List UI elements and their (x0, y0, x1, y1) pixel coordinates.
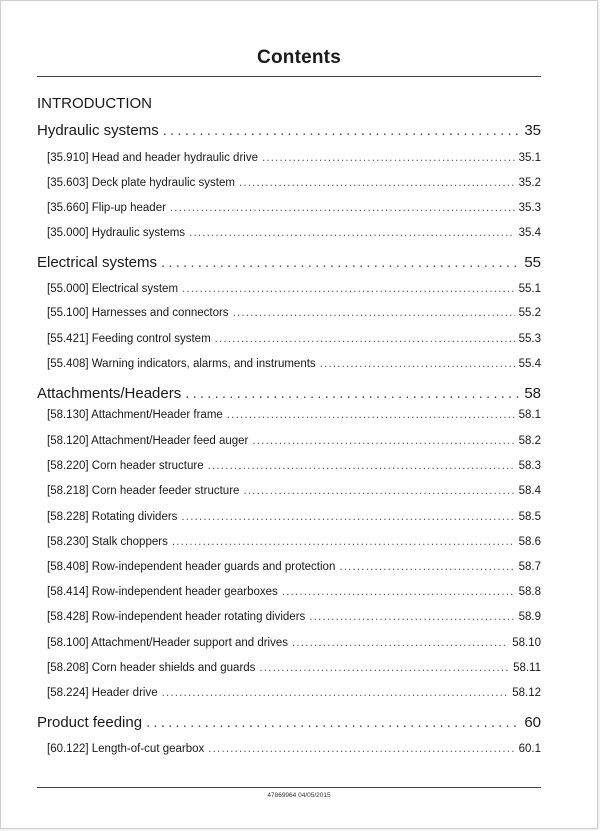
toc-entry-page: 35.4 (518, 227, 541, 239)
toc-entry[interactable] (37, 687, 541, 699)
toc-entry-page: 58.12 (512, 687, 541, 699)
toc-entry[interactable] (37, 662, 541, 674)
toc-entry-page: 58.10 (512, 637, 541, 649)
toc-entry-page: 35.2 (518, 177, 541, 189)
toc-entry[interactable] (37, 177, 541, 189)
toc-section-label: Electrical systems (37, 254, 158, 271)
toc-entry-label: [55.100] Harnesses and connectors (47, 307, 229, 319)
toc-section[interactable] (37, 254, 541, 271)
toc-section-page: 55 (524, 254, 541, 271)
dot-leader (170, 202, 515, 214)
dot-leader (182, 283, 515, 295)
toc-section-label: Hydraulic systems (37, 122, 159, 139)
toc-entry[interactable] (37, 536, 541, 548)
dot-leader (172, 536, 515, 548)
dot-leader (227, 409, 515, 421)
dot-leader (292, 637, 508, 649)
toc-entry-label: [58.220] Corn header structure (47, 460, 204, 472)
toc-entry[interactable] (37, 485, 541, 497)
dot-leader (320, 358, 515, 370)
toc-entry-page: 58.5 (518, 511, 541, 523)
toc-entry[interactable] (37, 435, 541, 447)
toc-entry[interactable] (37, 561, 541, 573)
toc-entry-label: [58.130] Attachment/Header frame (47, 409, 223, 421)
toc-entry[interactable] (37, 511, 541, 523)
dot-leader (339, 561, 514, 573)
toc-entry[interactable] (37, 358, 541, 370)
toc-section[interactable] (37, 122, 541, 139)
dot-leader (146, 714, 520, 731)
dot-leader (162, 687, 509, 699)
toc-entry-label: [58.408] Row-independent header guards and protection (47, 561, 336, 573)
toc-entry-page: 55.2 (518, 307, 541, 319)
toc-entry-page: 55.1 (518, 283, 541, 295)
dot-leader (189, 227, 515, 239)
toc-entry-label: [58.218] Corn header feeder structure (47, 485, 240, 497)
dot-leader (185, 385, 520, 402)
toc-entry[interactable] (37, 743, 541, 755)
toc-entry-label: [55.421] Feeding control system (47, 333, 211, 345)
toc-entry[interactable] (37, 409, 541, 421)
toc-entry-page: 58.11 (513, 662, 541, 674)
toc-entry-page: 35.1 (518, 152, 541, 164)
toc-entry-label: [35.910] Head and header hydraulic drive (47, 152, 258, 164)
toc-entry[interactable] (37, 152, 541, 164)
toc-entry-page: 55.4 (518, 358, 541, 370)
toc-entry-page: 58.7 (518, 561, 541, 573)
toc-entry-label: [35.660] Flip-up header (47, 202, 166, 214)
toc-entry-label: [58.100] Attachment/Header support and drives (47, 637, 289, 649)
toc-entry-label: [58.120] Attachment/Header feed auger (47, 435, 249, 447)
toc-entry[interactable] (37, 202, 541, 214)
toc-entry[interactable] (37, 283, 541, 295)
dot-leader (208, 743, 514, 755)
dot-leader (282, 586, 515, 598)
toc-entry-page: 58.2 (518, 435, 541, 447)
toc-entry-label: [55.408] Warning indicators, alarms, and instruments (47, 358, 316, 370)
dot-leader (309, 611, 514, 623)
toc-section-label: Product feeding (37, 714, 143, 731)
toc-entry-page: 58.1 (518, 409, 541, 421)
toc-entry[interactable] (37, 637, 541, 649)
toc-section-page: 35 (524, 122, 541, 139)
toc-entry-page: 58.9 (518, 611, 541, 623)
toc-introduction-label: INTRODUCTION (37, 95, 152, 112)
dot-leader (239, 177, 515, 189)
toc-entry-label: [58.208] Corn header shields and guards (47, 662, 256, 674)
toc-entry-label: [60.122] Length-of-cut gearbox (47, 743, 205, 755)
page-footer: 47869964 04/05/2015 (267, 792, 331, 799)
toc-entry[interactable] (37, 460, 541, 472)
toc-entry-label: [55.000] Electrical system (47, 283, 179, 295)
toc-entry[interactable] (37, 227, 541, 239)
toc-entry-label: [58.228] Rotating dividers (47, 511, 178, 523)
toc-entry-page: 58.3 (518, 460, 541, 472)
dot-leader (259, 662, 509, 674)
toc-entry-label: [35.603] Deck plate hydraulic system (47, 177, 235, 189)
toc-section-label: Attachments/Headers (37, 385, 182, 402)
toc-section[interactable] (37, 714, 541, 731)
top-divider (37, 76, 541, 77)
toc-entry[interactable] (37, 611, 541, 623)
toc-entry-page: 58.8 (518, 586, 541, 598)
toc-entry-page: 55.3 (518, 333, 541, 345)
toc-entry-label: [58.224] Header drive (47, 687, 158, 699)
toc-entry[interactable] (37, 586, 541, 598)
toc-entry-label: [35.000] Hydraulic systems (47, 227, 186, 239)
dot-leader (215, 333, 515, 345)
bottom-divider (37, 787, 541, 788)
dot-leader (262, 152, 515, 164)
page-title: Contents (257, 47, 341, 68)
toc-entry-page: 58.4 (518, 485, 541, 497)
toc-section[interactable] (37, 385, 541, 402)
dot-leader (243, 485, 514, 497)
dot-leader (163, 122, 521, 139)
toc-entry[interactable] (37, 333, 541, 345)
toc-introduction[interactable] (37, 95, 541, 112)
dot-leader (208, 460, 515, 472)
toc-section-page: 60 (524, 714, 541, 731)
toc-entry[interactable] (37, 307, 541, 319)
toc-entry-page: 35.3 (518, 202, 541, 214)
toc-entry-label: [58.428] Row-independent header rotating dividers (47, 611, 306, 623)
dot-leader (252, 435, 514, 447)
toc-section-page: 58 (524, 385, 541, 402)
dot-leader (233, 307, 515, 319)
toc-entry-page: 60.1 (518, 743, 541, 755)
toc-entry-label: [58.230] Stalk choppers (47, 536, 168, 548)
toc-entry-label: [58.414] Row-independent header gearboxes (47, 586, 278, 598)
dot-leader (161, 254, 520, 271)
dot-leader (181, 511, 514, 523)
toc-entry-page: 58.6 (518, 536, 541, 548)
